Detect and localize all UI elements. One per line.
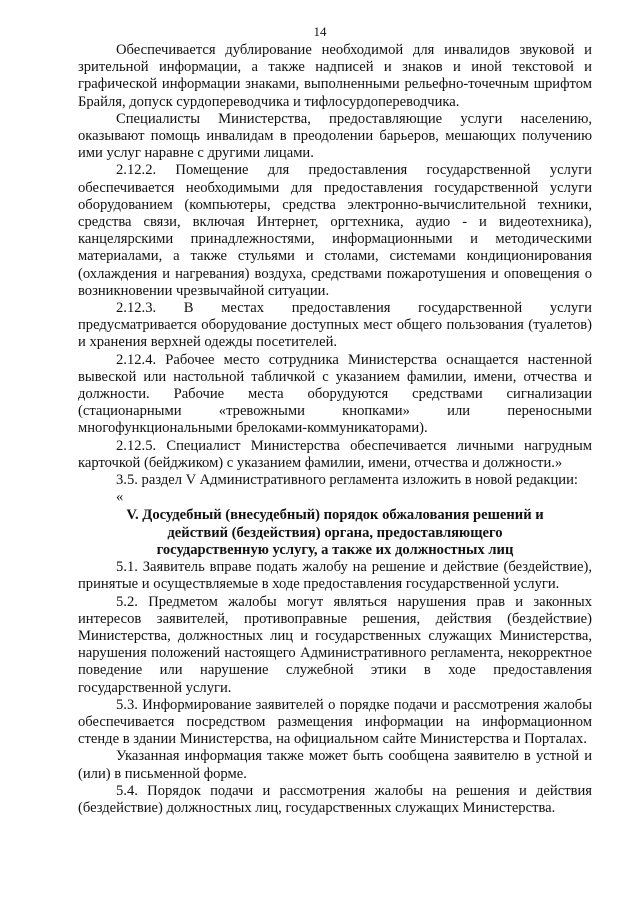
paragraph-2-12-5: 2.12.5. Специалист Министерства обеспечивается личными нагрудным карточкой (бейджиком) с указанием фамилии, имени, отчества и должности.»: [78, 437, 592, 471]
paragraph-braille: Обеспечивается дублирование необходимой для инвалидов звуковой и зрительной информации, а также надписей и знаков и иной текстовой и графической информации знаками, выполненными рельефно-точечным шрифтом Брайля, допуск сурдопереводчика и тифлосурдопереводчика.: [78, 42, 592, 110]
heading-line-3: государственную услугу, а также их должностных лиц: [156, 541, 514, 558]
heading-line-1: V. Досудебный (внесудебный) порядок обжалования решений и: [126, 507, 544, 524]
paragraph-2-12-4: 2.12.4. Рабочее место сотрудника Министерства оснащается настенной вывеской или настольной табличкой с указанием фамилии, имени, отчества и должности. Рабочие места оборудуются средствами сигнализации (стационарными «тревожными кнопками» или переносными многофункциональными брелоками-коммуникаторами).: [78, 351, 592, 437]
paragraph-3-5: 3.5. раздел V Административного регламента изложить в новой редакции:: [116, 472, 578, 489]
page-number: 14: [313, 24, 327, 39]
paragraph-5-3: 5.3. Информирование заявителей о порядке подачи и рассмотрения жалобы обеспечивается посредством размещения информации на информационном стенде в здании Министерства, на официальном сайте Министерства и Порталах.: [78, 696, 592, 748]
paragraph-5-2: 5.2. Предметом жалобы могут являться нарушения прав и законных интересов заявителей, противоправные решения, действия (бездействие) Министерства, должностных лиц и государственных служащих Министерства, нарушения положений настоящего Административного регламента, некорректное поведение или нарушение служебной этики в ходе предоставления государственной услуги.: [78, 593, 592, 696]
section-heading: [78, 507, 592, 559]
paragraph-2-12-2: 2.12.2. Помещение для предоставления государственной услуги обеспечивается необходимыми для предоставления государственной услуги оборудованием (компьютеры, средства электронно-вычислительной техники, средства связи, включая Интернет, оргтехника, аудио - и видеотехника), канцелярскими принадлежностями, информационными и методическими материалами, а также стульями и столами, системами кондиционирования (охлаждения и нагревания) воздуха, средствами пожаротушения и оповещения о возникновении чрезвычайной ситуации.: [78, 162, 592, 299]
opening-quote: «: [116, 489, 124, 506]
paragraph-5-1: 5.1. Заявитель вправе подать жалобу на решение и действие (бездействие), принятые и осуществляемые в ходе предоставления государственной услуги.: [78, 559, 592, 593]
paragraph-5-4: 5.4. Порядок подачи и рассмотрения жалобы на решения и действия (бездействие) должностных лиц, государственных служащих Министерства.: [78, 782, 592, 816]
heading-line-2: действий (бездействия) органа, предоставляющего: [167, 524, 503, 541]
paragraph-specialists: Специалисты Министерства, предоставляющие услуги населению, оказывают помощь инвалидам в преодолении барьеров, мешающих получению ими услуг наравне с другими лицами.: [78, 110, 592, 162]
document-body: [78, 42, 592, 817]
paragraph-2-12-3: 2.12.3. В местах предоставления государственной услуги предусматривается оборудование доступных мест общего пользования (туалетов) и хранения верхней одежды посетителей.: [78, 300, 592, 351]
paragraph-info: Указанная информация также может быть сообщена заявителю в устной и (или) в письменной форме.: [78, 748, 592, 782]
